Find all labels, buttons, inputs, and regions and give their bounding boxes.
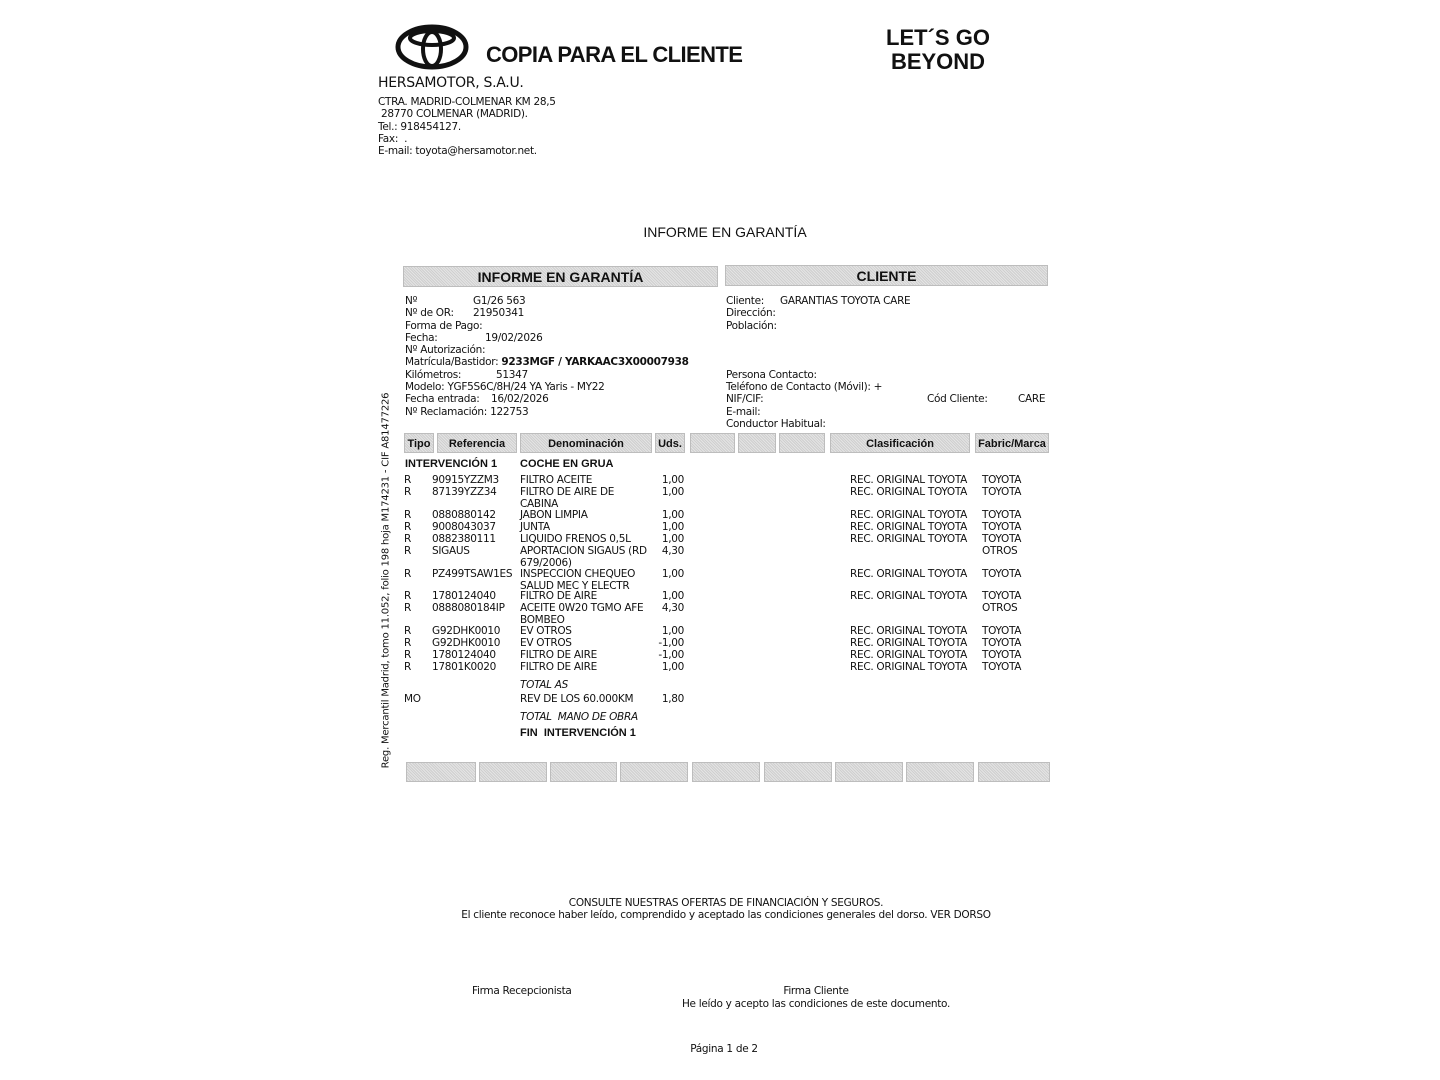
copy-title: COPIA PARA EL CLIENTE bbox=[486, 42, 743, 67]
km-label: Kilómetros: bbox=[405, 368, 462, 381]
cliente-label: Cliente: bbox=[726, 295, 764, 307]
disclaimer-text: El cliente reconoce haber leído, comprendido y aceptado las condiciones generales del dorso. VER DORSO bbox=[461, 909, 991, 921]
autorizacion-label: Nº Autorización: bbox=[405, 344, 486, 357]
fecha-value: 19/02/2026 bbox=[485, 331, 543, 344]
table-row: R SIGAUS APORTACION SIGAUS (RD 679/2006) 4,30 OTROS bbox=[404, 545, 1018, 569]
toyota-logo-icon bbox=[395, 24, 469, 70]
nif-label: NIF/CIF: bbox=[726, 393, 764, 406]
slogan bbox=[868, 26, 1008, 74]
table-row: R 0882380111 LIQUIDO FRENOS 0,5L 1,00 REC. ORIGINAL TOYOTA TOYOTA bbox=[404, 533, 1022, 545]
or-value: 21950341 bbox=[473, 307, 525, 320]
footer-box-5 bbox=[692, 762, 760, 782]
poblacion-label: Población: bbox=[726, 319, 777, 332]
table-row: R 0880880142 JABON LIMPIA 1,00 REC. ORIGINAL TOYOTA TOYOTA bbox=[404, 509, 1022, 521]
page-number: Página 1 de 2 bbox=[690, 1043, 758, 1055]
modelo-value: YGF5S6C/8H/24 YA Yaris - MY22 bbox=[447, 381, 605, 394]
matricula-value: 9233MGF / YARKAAC3X00007938 bbox=[501, 356, 689, 369]
footer-box-6 bbox=[764, 762, 832, 782]
company-name: HERSAMOTOR, S.A.U. bbox=[378, 75, 524, 91]
col-header-denominacion: Denominación bbox=[520, 433, 652, 453]
table-row: R 0888080184IP ACEITE 0W20 TGMO AFE BOMBEO 4,30 OTROS bbox=[404, 602, 1018, 626]
total-as-label: TOTAL AS bbox=[520, 679, 568, 691]
table-row-labour: MO REV DE LOS 60.000KM 1,80 bbox=[404, 693, 684, 705]
table-row: R 1780124040 FILTRO DE AIRE 1,00 REC. ORIGINAL TOYOTA TOYOTA bbox=[404, 590, 1022, 602]
reclamacion-label: Nº Reclamación: bbox=[405, 405, 488, 418]
report-section-bar: INFORME EN GARANTÍA bbox=[403, 266, 718, 287]
email-label: E-mail: bbox=[726, 405, 761, 418]
fecha-label: Fecha: bbox=[405, 331, 438, 344]
contacto-label: Persona Contacto: bbox=[726, 368, 817, 381]
footer-box-4 bbox=[620, 762, 688, 782]
col-header-tipo: Tipo bbox=[404, 433, 434, 453]
cod-cliente-value: CARE bbox=[1018, 393, 1046, 406]
company-address bbox=[378, 96, 556, 157]
col-header-clasificacion: Clasificación bbox=[830, 433, 970, 453]
client-signature-label: Firma Cliente bbox=[783, 985, 849, 997]
end-intervention-label: FIN INTERVENCIÓN 1 bbox=[520, 727, 636, 739]
receptionist-signature-label: Firma Recepcionista bbox=[472, 985, 572, 997]
table-row: R G92DHK0010 EV OTROS 1,00 REC. ORIGINAL TOYOTA TOYOTA bbox=[404, 625, 1022, 637]
table-row: R 90915YZZM3 FILTRO ACEITE 1,00 REC. ORIGINAL TOYOTA TOYOTA bbox=[404, 474, 1022, 486]
reclamacion-value: 122753 bbox=[490, 405, 529, 418]
cliente-value: GARANTIAS TOYOTA CARE bbox=[780, 295, 911, 307]
telephone: Tel.: 918454127. bbox=[378, 120, 461, 133]
table-row: R G92DHK0010 EV OTROS -1,00 REC. ORIGINAL TOYOTA TOYOTA bbox=[404, 637, 1022, 649]
document-title: INFORME EN GARANTÍA bbox=[643, 224, 807, 240]
offers-text: CONSULTE NUESTRAS OFERTAS DE FINANCIACIÓN Y SEGUROS. bbox=[568, 897, 884, 909]
client-fields bbox=[726, 295, 1051, 430]
address-line1: CTRA. MADRID-COLMENAR KM 28,5 bbox=[378, 96, 556, 108]
footer-box-7 bbox=[835, 762, 903, 782]
intervention-label: INTERVENCIÓN 1 bbox=[405, 458, 498, 470]
conductor-label: Conductor Habitual: bbox=[726, 418, 826, 431]
fax: Fax: . bbox=[378, 132, 408, 145]
pago-label: Forma de Pago: bbox=[405, 319, 483, 332]
registry-text: Reg. Mercantil Madrid, tomo 11.052, folio 198 hoja M174231 - CIF A81477226 bbox=[380, 392, 392, 769]
report-fields bbox=[405, 295, 689, 418]
matricula-label: Matrícula/Bastidor: bbox=[405, 356, 499, 369]
km-value: 51347 bbox=[496, 368, 528, 381]
intervention-desc: COCHE EN GRUA bbox=[520, 458, 614, 470]
address-line2: 28770 COLMENAR (MADRID). bbox=[378, 108, 528, 121]
client-section-bar: CLIENTE bbox=[725, 265, 1048, 286]
cod-cliente-label: Cód Cliente: bbox=[927, 393, 988, 406]
telefono-label: Teléfono de Contacto (Móvil): + bbox=[726, 381, 883, 394]
entrada-label: Fecha entrada: bbox=[405, 393, 480, 406]
numero-label: Nº bbox=[405, 295, 418, 307]
email: E-mail: toyota@hersamotor.net. bbox=[378, 145, 537, 158]
slogan-line2: BEYOND bbox=[890, 49, 986, 74]
col-header-referencia: Referencia bbox=[437, 433, 517, 453]
modelo-label: Modelo: bbox=[405, 381, 445, 394]
col-header-blank2 bbox=[738, 433, 776, 453]
numero-value: G1/26 563 bbox=[473, 295, 526, 307]
table-row: R 9008043037 JUNTA 1,00 REC. ORIGINAL TOYOTA TOYOTA bbox=[404, 521, 1022, 533]
footer-box-3 bbox=[550, 762, 617, 782]
or-label: Nº de OR: bbox=[405, 307, 454, 320]
direccion-label: Dirección: bbox=[726, 307, 776, 320]
footer-box-2 bbox=[479, 762, 547, 782]
table-row: R 1780124040 FILTRO DE AIRE -1,00 REC. ORIGINAL TOYOTA TOYOTA bbox=[404, 649, 1022, 661]
table-row: R PZ499TSAW1ES INSPECCION CHEQUEO SALUD MEC Y ELECTR 1,00 REC. ORIGINAL TOYOTA TOYOTA bbox=[404, 568, 1022, 592]
footer-box-9 bbox=[978, 762, 1050, 782]
footer-box-8 bbox=[906, 762, 974, 782]
footer-box-1 bbox=[406, 762, 476, 782]
slogan-line1: LET´S GO bbox=[886, 25, 990, 50]
col-header-uds: Uds. bbox=[655, 433, 685, 453]
acceptance-text: He leído y acepto las condiciones de este documento. bbox=[681, 998, 951, 1010]
table-row: R 87139YZZ34 FILTRO DE AIRE DE CABINA 1,00 REC. ORIGINAL TOYOTA TOYOTA bbox=[404, 486, 1022, 510]
col-header-blank1 bbox=[690, 433, 735, 453]
entrada-value: 16/02/2026 bbox=[491, 393, 549, 406]
col-header-blank3 bbox=[779, 433, 825, 453]
table-row: R 17801K0020 FILTRO DE AIRE 1,00 REC. ORIGINAL TOYOTA TOYOTA bbox=[404, 661, 1022, 673]
total-labour-label: TOTAL MANO DE OBRA bbox=[520, 711, 638, 723]
col-header-marca: Fabric/Marca bbox=[975, 433, 1049, 453]
